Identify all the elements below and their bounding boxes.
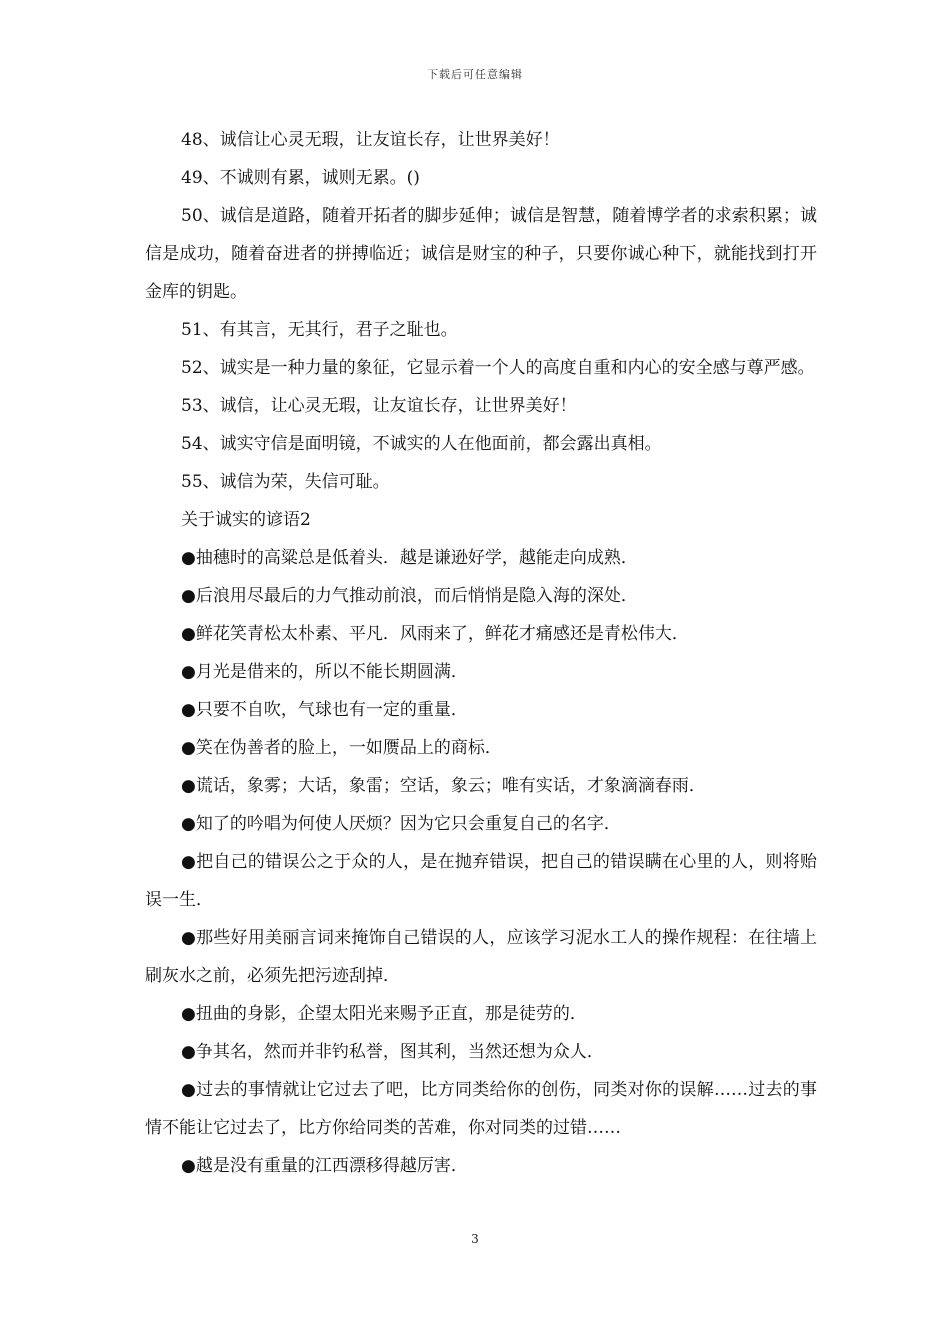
proverb-item: ●扭曲的身影，企望太阳光来赐予正直，那是徒劳的．: [181, 1004, 587, 1024]
proverb-item: ●争其名，然而并非钓私誉，图其利，当然还想为众人．: [181, 1042, 604, 1062]
page-header: 下载后可任意编辑: [427, 68, 523, 81]
proverb-item: ●只要不自吹，气球也有一定的重量．: [181, 700, 468, 720]
page-number: 3: [471, 1232, 479, 1246]
proverb-item: ●谎话，象雾；大话，象雷；空话，象云；唯有实话，才象滴滴春雨．: [181, 776, 706, 796]
proverb-item: ●抽穗时的高粱总是低着头．越是谦逊好学，越能走向成熟．: [181, 548, 638, 568]
proverb-item: ●笑在伪善者的脸上，一如赝品上的商标．: [181, 738, 502, 758]
proverb-item: ●鲜花笑青松太朴素、平凡．风雨来了，鲜花才痛感还是青松伟大．: [181, 624, 689, 644]
section-heading: 关于诚实的谚语2: [181, 510, 311, 530]
proverb-item: ●知了的吟唱为何使人厌烦？因为它只会重复自己的名字．: [181, 814, 621, 834]
paragraph: 53、诚信，让心灵无瑕，让友谊长存，让世界美好！: [181, 396, 577, 416]
paragraph: 55、诚信为荣，失信可耻。: [181, 472, 390, 492]
proverb-item: ●月光是借来的，所以不能长期圆满．: [181, 662, 468, 682]
paragraph: 49、不诚则有累，诚则无累。(): [181, 168, 420, 188]
proverb-item: ●把自己的错误公之于众的人，是在抛弃错误，把自己的错误瞒在心里的人，则将贻误一生．: [145, 852, 817, 910]
paragraph: 48、诚信让心灵无瑕，让友谊长存，让世界美好！: [181, 130, 560, 150]
paragraph: 54、诚实守信是面明镜，不诚实的人在他面前，都会露出真相。: [181, 434, 662, 454]
document-body: [145, 121, 817, 1185]
paragraph: 52、诚实是一种力量的象征，它显示着一个人的高度自重和内心的安全感与尊严感。: [181, 358, 815, 378]
proverb-item: ●后浪用尽最后的力气推动前浪，而后悄悄是隐入海的深处．: [181, 586, 638, 606]
proverb-item: ●越是没有重量的江西漂移得越厉害．: [181, 1156, 468, 1176]
paragraph: 51、有其言，无其行，君子之耻也。: [181, 320, 458, 340]
proverb-item: ●过去的事情就让它过去了吧，比方同类给你的创伤，同类对你的误解……过去的事情不能让它过去了，比方你给同类的苦难，你对同类的过错……: [145, 1080, 817, 1138]
paragraph: 50、诚信是道路，随着开拓者的脚步延伸；诚信是智慧，随着博学者的求索积累；诚信是成功，随着奋进者的拼搏临近；诚信是财宝的种子，只要你诚心种下，就能找到打开金库的钥匙。: [145, 206, 817, 302]
proverb-item: ●那些好用美丽言词来掩饰自己错误的人，应该学习泥水工人的操作规程：在往墙上刷灰水之前，必须先把污迹刮掉．: [145, 928, 817, 986]
